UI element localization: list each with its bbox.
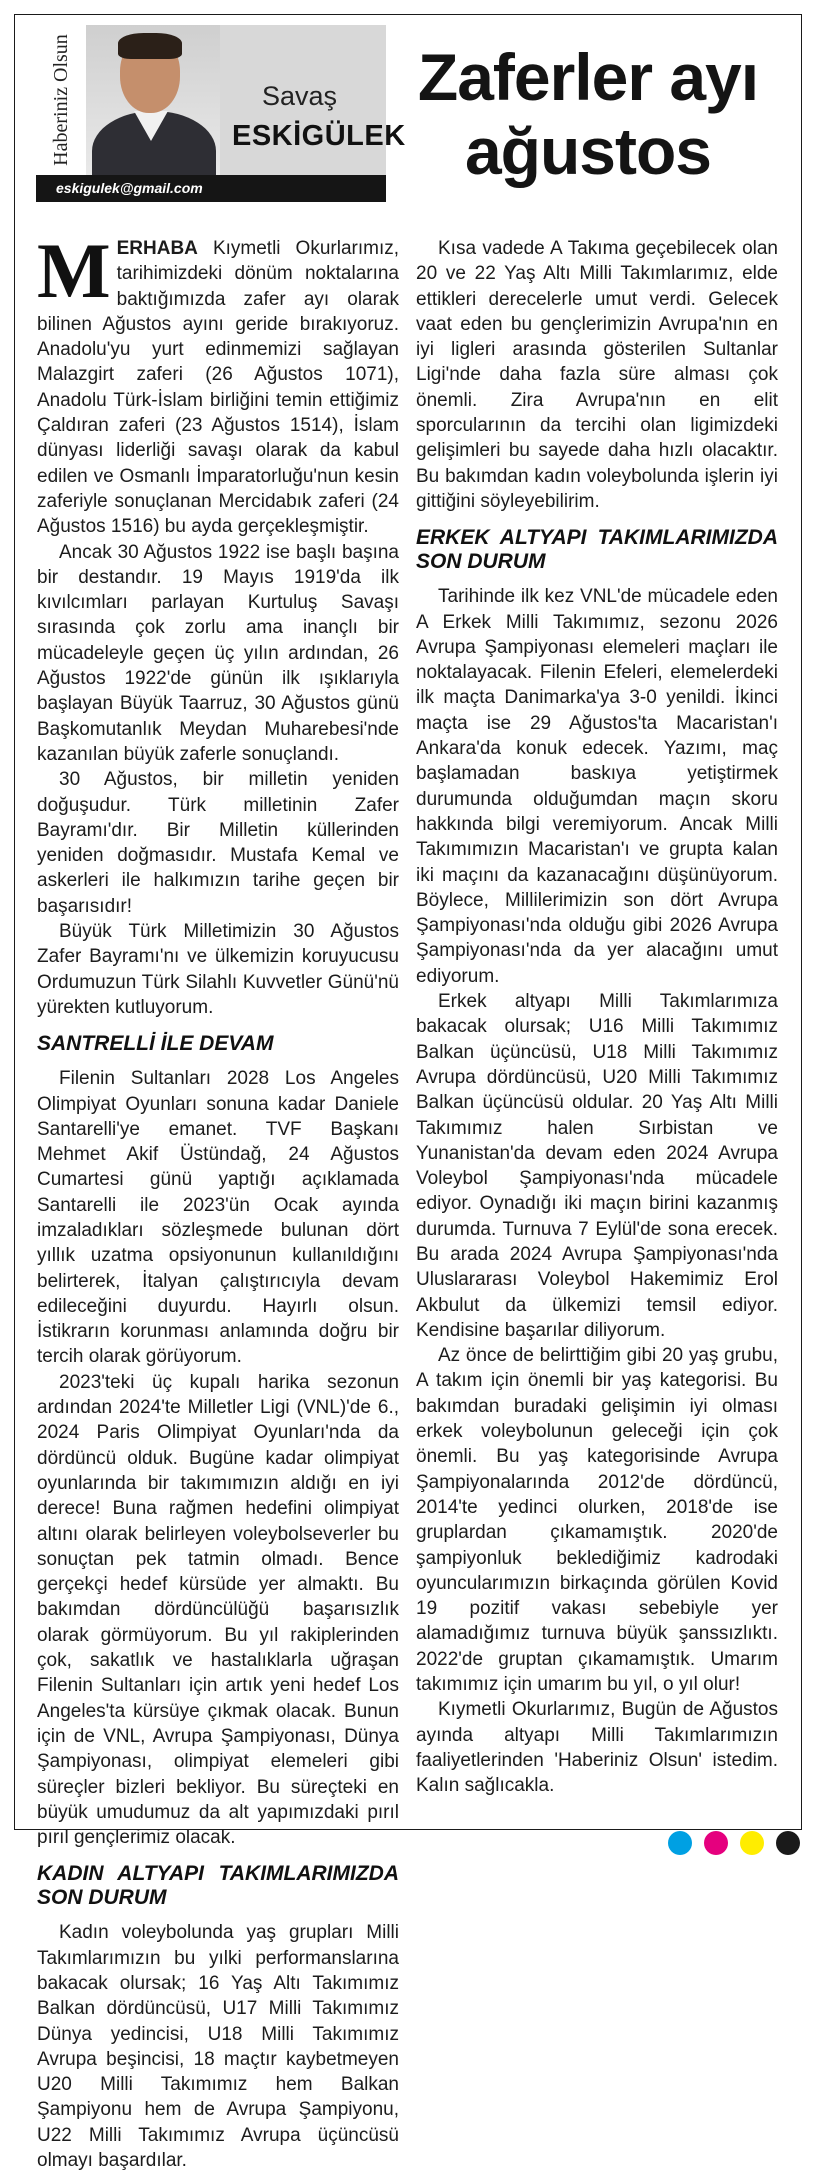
paragraph: Kadın voleybolunda yaş grupları Milli Takımlarımızın bu yılki performanslarına bakacak olursak; 16 Yaş Altı Takımımız Balkan dördüncüsü, U17 Milli Takımımız Dünya yedincisi, U18 Milli Takımımız Avrupa beşincisi, 18 maçtır kaybetmeyen U20 Milli Takımımız hem Balkan Şampiyonu hem de Avrupa Şampiyonu, U22 Milli Takımımız Avrupa üçüncüsü olmayı başardılar. xyxy=(37,1922,399,2172)
paragraph: Erkek altyapı Milli Takımlarımıza bakacak olursak; U16 Milli Takımımız Balkan üçüncüsü, U18 Milli Takımımız Avrupa dördüncüsü, U20 Milli Takımımız Balkan üçüncüsü oldular. 20 Yaş Altı Milli Takımımız halen Sırbistan ve Yunanistan'da devam eden 2024 Avrupa Voleybol Şampiyonası'nda mücadele ediyor. Oynadığı iki maçın birini kazanmış durumda. Turnuva 7 Eylül'de sona erecek. Bu arada 2024 Avrupa Şampiyonası'nda Uluslararası Voleybol Hakemimiz Erol Akbulut da ülkemizi temsil ediyor. Kendisine başarılar diliyorum. xyxy=(416,991,778,1341)
paragraph: Kısa vadede A Takıma geçebilecek olan 20 ve 22 Yaş Altı Milli Takımlarımız, elde ettikleri derecelerle umut verdi. Gelecek vaat eden bu gençlerimizin Avrupa'nın en iyi ligleri arasında gösterilen Sultanlar Ligi'nde daha fazla süre alması çok önemli. Zira Avrupa'nın en elit sporcularının da tercihi olan ligimizdeki gelişimleri bu sayede daha hızlı olacaktır. Bu bakımdan kadın voleybolunda işlerin iyi gittiğini söyleyebilirim. xyxy=(416,238,778,512)
black-mark xyxy=(776,1831,800,1855)
section-heading: KADIN ALTYAPI TAKIMLARIMIZDA SON DURUM xyxy=(37,1862,399,1910)
section-heading: SANTRELLİ İLE DEVAM xyxy=(37,1032,274,1056)
author-first-name: Savaş xyxy=(262,81,338,111)
paragraph: Tarihinde ilk kez VNL'de mücadele eden A Erkek Milli Takımımız, sezonu 2026 Avrupa Şampiyonası elemeleri maçları ile noktalayacak. Filenin Efeleri, elemelerdeki ilk maçta Danimarka'ya 3-0 yenildi. İkinci maçta ise 29 Ağustos'ta Macaristan'ı Ankara'da konuk edecek. Yazımı, maç başlamadan baskıya yetiştirmek durumunda olduğumdan maçın skoru hakkında bilgi veremiyorum. Ancak Milli Takımımızın Macaristan'ı ve grupta kalan iki maçını da kazanacağını düşünüyorum. Böylece, Millilerimizin son dört Avrupa Şampiyonası'nda olduğu gibi 2026 Avrupa Şampiyonası'nda da yer alacağını umut ediyorum. xyxy=(416,586,778,987)
print-color-marks xyxy=(668,1831,800,1855)
article-column-1 xyxy=(37,227,399,2173)
section-label-text: Haberiniz Olsun xyxy=(50,34,73,166)
paragraph: Büyük Türk Milletimizin 30 Ağustos Zafer Bayramı'nı ve ülkemizin koruyucusu Ordumuzun Türk Silahlı Kuvvetler Günü'nü yürekten kutluyorum. xyxy=(37,921,399,1018)
lead-word: ERHABA xyxy=(116,238,198,259)
author-last-name: ESKİGÜLEK xyxy=(232,120,406,152)
paragraph: Az önce de belirttiğim gibi 20 yaş grubu, A takım için önemli bir yaş kategorisi. Bu bakımdan buradaki gelişimin iyi olması erkek voleybolunun geleceği için çok önemli. Bu yaş kategorisinde Avrupa Şampiyonalarında 2012'de dördüncü, 2014'te yedinci olurken, 2018'de ise gruplardan çıkamamıştık. 2020'de şampiyonluk beklediğimiz kadrodaki oyuncularımızın birkaçında görülen Kovid 19 pozitif vakası sebebiyle yer alamadığımız turnuva büyük şanssızlıktı. 2022'de gruptan çıkamamıştık. Umarım takımımız için umarım bu yıl, o yıl olur! xyxy=(416,1345,778,1696)
paragraph: MERHABA Kıymetli Okurlarımız, tarihimizdeki dönüm noktalarına baktığımızda zafer ayı olarak bilinen Ağustos ayını geride bırakıyoruz. Anadolu'yu yurt edinmemizi sağlayan Malazgirt zaferi (26 Ağustos 1071), Anadolu Türk-İslam birliğini temin ettiğimiz Çaldıran zaferi (23 Ağustos 1514), İslam dünyası liderliği savaşı olarak da kabul edilen ve Osmanlı İmparatorluğu'nun kesin zaferiyle sonuçlanan Mercidabık zaferi (24 Ağustos 1516) bu ayda gerçekleşmiştir. xyxy=(37,227,399,538)
article-title: Zaferler ayı ağustos xyxy=(417,40,759,188)
cyan-mark xyxy=(668,1831,692,1855)
article-column-2 xyxy=(416,236,778,1799)
author-email[interactable]: eskigulek@gmail.com xyxy=(36,175,386,202)
magenta-mark xyxy=(704,1831,728,1855)
paragraph: 2023'teki üç kupalı harika sezonun ardından 2024'te Milletler Ligi (VNL)'de 6., 2024 Paris Olimpiyat Oyunları'nda da dördüncü olduk. Bugüne kadar olimpiyat oyunlarında bir takımımızın aldığı en iyi derece! Buna rağmen hedefini olimpiyat altını olarak belirleyen voleybolseverler bu sonuçtan pek tatmin olmadı. Bence gerçekçi hedef kürsüde yer almaktı. Bu bakımdan dördüncülüğü başarısızlık olarak görmüyorum. Bu yıl rakiplerinden çok, sakatlık ve hastalıklarla uğraşan Filenin Sultanları için artık yeni hedef Los Angeles'ta kürsüye çıkmak olacak. Bunun için de VNL, Avrupa Şampiyonası, Dünya Şampiyonası, olimpiyat elemeleri gibi süreçler bizleri bekliyor. Bu süreçteki en büyük umudumuz da alt yapımızdaki pırıl pırıl gençlerimiz olacak. xyxy=(37,1371,399,1849)
yellow-mark xyxy=(740,1831,764,1855)
paragraph: Ancak 30 Ağustos 1922 ise başlı başına bir destandır. 19 Mayıs 1919'da ilk kıvılcımları parlayan Kurtuluş Savaşı sırasında çok zorlu ama inançlı bir mücadeleyle geçen üç yılın ardından, 26 Ağustos 1922'de günün ilk ışıklarıyla başlayan Büyük Taarruz, 30 Ağustos günü Başkomutanlık Meydan Muharebesi'nde kazanılan büyük zaferle sonuçlandı. xyxy=(37,541,399,765)
paragraph: Filenin Sultanları 2028 Los Angeles Olimpiyat Oyunları sonuna kadar Daniele Santarelli'ye emanet. TVF Başkanı Mehmet Akif Üstündağ, 24 Ağustos Cumartesi günü yaptığı açıklamada Santarelli ile 2023'ün Ocak ayında imzaladıkları sözleşmede bulunan dört yıllık uzatma opsiyonunun kullanıldığını belirterek, İtalyan çalıştırıcıyla devam edileceğini duyurdu. Hayırlı olsun. İstikrarın korunması anlamında doğru bir tercih olarak görüyorum. xyxy=(37,1068,399,1368)
section-heading: ERKEK ALTYAPI TAKIMLARIMIZDA SON DURUM xyxy=(416,526,778,574)
paragraph: Kıymetli Okurlarımız, Bugün de Ağustos ayında altyapı Milli Takımlarımızın faaliyetlerinden 'Haberiniz Olsun' istedim. Kalın sağlıcakla. xyxy=(416,1699,778,1797)
author-photo xyxy=(86,25,220,175)
section-label xyxy=(36,25,86,175)
paragraph: 30 Ağustos, bir milletin yeniden doğuşudur. Türk milletinin Zafer Bayramı'dır. Bir Milletin küllerinden yeniden doğmasıdır. Mustafa Kemal ve askerleri ile halkımızın tarihe geçen bir başarısıdır! xyxy=(37,769,399,917)
drop-cap: M xyxy=(37,227,111,314)
author-header xyxy=(86,25,406,175)
